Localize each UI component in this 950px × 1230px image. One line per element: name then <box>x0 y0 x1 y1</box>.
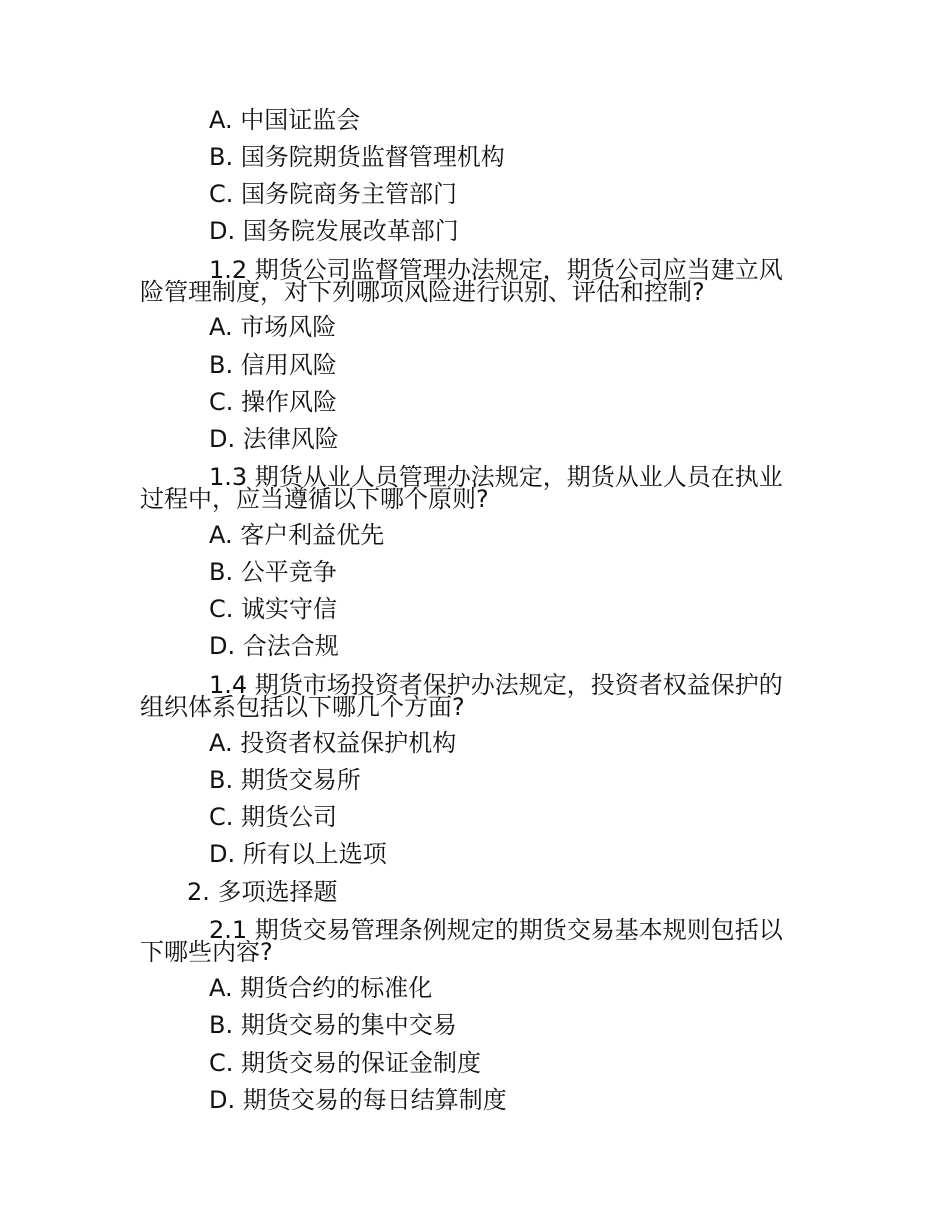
option-a: A. 期货合约的标准化 <box>209 974 433 1002</box>
section-heading: 2. 多项选择题 <box>187 878 338 906</box>
option-c: C. 国务院商务主管部门 <box>209 180 458 208</box>
question-1-2: 1.2 期货公司监督管理办法规定，期货公司应当建立风险管理制度，对下列哪项风险进行识别、评估和控制? <box>140 256 783 306</box>
question-1-4: 1.4 期货市场投资者保护办法规定，投资者权益保护的组织体系包括以下哪几个方面? <box>140 671 783 721</box>
option-c: C. 操作风险 <box>209 388 338 416</box>
option-b: B. 公平竞争 <box>209 558 337 586</box>
question-2-1: 2.1 期货交易管理条例规定的期货交易基本规则包括以下哪些内容? <box>140 916 783 966</box>
option-d: D. 合法合规 <box>209 632 339 660</box>
option-a: A. 客户利益优先 <box>209 521 385 549</box>
option-d: D. 法律风险 <box>209 425 339 453</box>
option-b: B. 期货交易的集中交易 <box>209 1011 457 1039</box>
option-d: D. 所有以上选项 <box>209 840 387 868</box>
option-b: B. 国务院期货监督管理机构 <box>209 143 505 171</box>
option-a: A. 投资者权益保护机构 <box>209 729 457 757</box>
question-1-3: 1.3 期货从业人员管理办法规定，期货从业人员在执业过程中，应当遵循以下哪个原则? <box>140 463 783 513</box>
option-b: B. 期货交易所 <box>209 766 361 794</box>
option-b: B. 信用风险 <box>209 351 337 379</box>
option-c: C. 诚实守信 <box>209 595 338 623</box>
option-a: A. 市场风险 <box>209 313 337 341</box>
option-d: D. 期货交易的每日结算制度 <box>209 1086 507 1114</box>
option-c: C. 期货交易的保证金制度 <box>209 1049 482 1077</box>
option-c: C. 期货公司 <box>209 803 338 831</box>
option-a: A. 中国证监会 <box>209 106 361 134</box>
option-d: D. 国务院发展改革部门 <box>209 217 459 245</box>
